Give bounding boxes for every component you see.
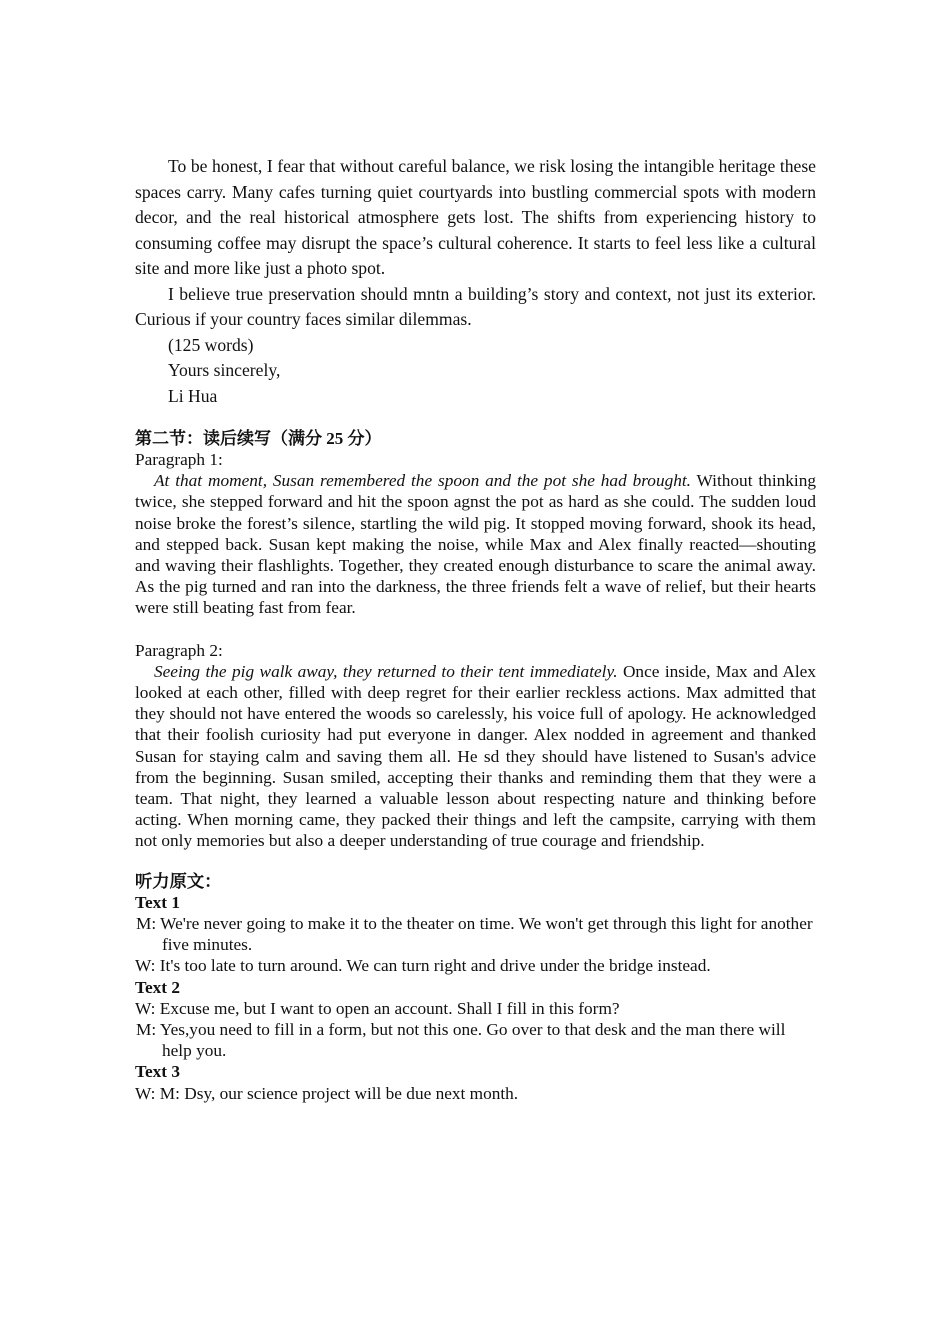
text-title: Text 2 xyxy=(135,977,180,997)
paragraph-2-text: Once inside, Max and Alex looked at each other, filled with deep regret for their earlier reckless actions. Max admitted that they should not have entered the woods so carelessly, his voice full of apology. He acknowledged that their foolish curiosity had put everyone in danger. Alex nodded in agreement and thanked Susan for staying calm and saving them all. He sd they should have listened to Susan's advice from the beginning. Susan smiled, accepting their thanks and reminding them that they were a team. That night, they learned a valuable lesson about respecting nature and thinking before acting. When morning came, they packed their things and left the campsite, carrying with them not only memories but also a deeper understanding of true courage and friendship. xyxy=(135,661,816,851)
text-title: Text 3 xyxy=(135,1062,180,1082)
continuation-writing xyxy=(135,449,816,852)
dialogue-line: W: Excuse me, but I want to open an account. Shall I fill in this form? xyxy=(135,998,620,1018)
listening-transcript xyxy=(135,871,816,1104)
paragraph-1-lead: At that moment, Susan remembered the spoon and the pot she had brought. xyxy=(154,471,691,491)
paragraph-2-label: Paragraph 2: xyxy=(135,640,223,660)
word-count: (125 words) xyxy=(168,334,254,355)
dialogue-line: W: It's too late to turn around. We can turn right and drive under the bridge instead. xyxy=(135,956,711,976)
paragraph-2-lead: Seeing the pig walk away, they returned to their tent immediately. xyxy=(154,661,618,681)
section-heading: 第二节：读后续写（满分 25 分） xyxy=(135,429,382,448)
letter-paragraph: I believe true preservation should mntn a building’s story and context, not just its exterior. Curious if your country faces similar dilemmas. xyxy=(135,283,816,329)
dialogue-line: M: We're never going to make it to the theater on time. We won't get through this light for another five minutes. xyxy=(136,914,813,955)
listening-heading: 听力原文： xyxy=(135,871,222,891)
paragraph-2 xyxy=(135,661,816,852)
letter-body xyxy=(135,154,816,409)
document-page xyxy=(135,154,816,1104)
letter-signature: Li Hua xyxy=(168,385,218,406)
letter-closing: Yours sincerely, xyxy=(168,360,281,380)
dialogue-line: M: Yes,you need to fill in a form, but not this one. Go over to that desk and the man there will help you. xyxy=(136,1020,786,1061)
paragraph-1-label: Paragraph 1: xyxy=(135,450,223,469)
paragraph-1-text: Without thinking twice, she stepped forward and hit the spoon agnst the pot as hard as she could. The sudden loud noise broke the forest’s silence, startling the wild pig. It stopped moving forward, shook its head, and stepped back. Susan kept making the noise, while Max and Alex finally reacted—shouting and waving their flashlights. Together, they created enough disturbance to scare the animal away. As the pig turned and ran into the darkness, the three friends felt a wave of relief, but their hearts were still beating fast from fear. xyxy=(135,471,816,618)
text-title: Text 1 xyxy=(135,892,180,912)
dialogue-line: W: M: Dsy, our science project will be due next month. xyxy=(135,1083,519,1103)
letter-paragraph: To be honest, I fear that without careful balance, we risk losing the intangible heritage these spaces carry. Many cafes turning quiet courtyards into bustling commercial spots with modern decor, and the real historical atmosphere gets lost. The shifts from experiencing history to consuming coffee may disrupt the space’s cultural coherence. It starts to feel less like a cultural site and more like just a photo spot. xyxy=(135,156,816,278)
paragraph-1 xyxy=(135,470,816,618)
